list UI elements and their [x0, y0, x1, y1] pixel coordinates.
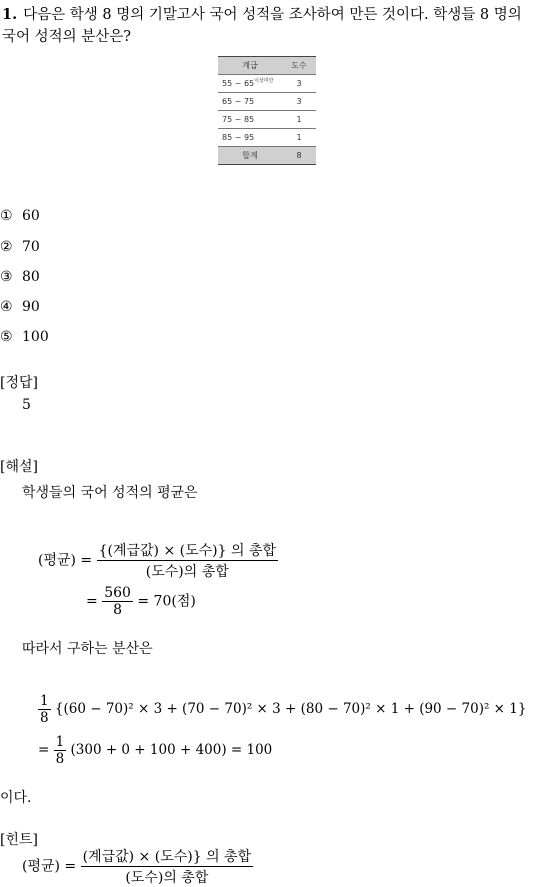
choice-value: 80	[22, 269, 40, 285]
variance-expression: {(60 − 70)² × 3 + (70 − 70)² × 3 + (80 − 70)² × 1 + (90 − 70)² × 1}	[54, 701, 527, 717]
choice-marker: ①	[0, 208, 13, 224]
choice-5[interactable]	[0, 329, 49, 345]
question-body: 다음은 학생 8 명의 기말고사 국어 성적을 조사하여 만든 것이다. 학생들 8 명의 국어 성적의 분산은?	[2, 7, 522, 45]
choice-marker: ⑤	[0, 329, 13, 345]
choice-marker: ③	[0, 269, 13, 285]
answer-value: 5	[22, 397, 31, 413]
table-row	[218, 75, 316, 93]
table-cell-class: 85 ~ 95	[218, 129, 282, 147]
variance-formula	[38, 693, 526, 726]
mean-numerator: {(계급값) × (도수)} 의 총합	[98, 543, 276, 559]
hint-label: [힌트]	[0, 832, 38, 848]
table-total-value: 8	[282, 147, 316, 165]
choice-marker: ②	[0, 239, 13, 255]
choice-3[interactable]	[0, 269, 40, 285]
choice-marker: ④	[0, 299, 13, 315]
table-header-frequency: 도수	[282, 57, 316, 75]
question-text	[2, 4, 532, 48]
unit-label: 이상	[254, 78, 264, 84]
mean-calc	[86, 585, 196, 618]
table-cell-class: 75 ~ 85	[218, 111, 282, 129]
table-cell-frequency: 3	[282, 75, 316, 93]
variance-result: (300 + 0 + 100 + 400) = 100	[70, 742, 273, 758]
variance-result-denominator: 8	[55, 751, 65, 767]
choice-value: 90	[22, 299, 40, 315]
frequency-table	[218, 56, 316, 165]
calc-result: = 70(점)	[137, 593, 196, 610]
choice-value: 100	[22, 329, 49, 345]
variance-result-numerator: 1	[55, 734, 65, 750]
explanation-intro: 학생들의 국어 성적의 평균은	[22, 485, 198, 501]
table-cell-class: 65 ~ 75	[218, 93, 282, 111]
table-row	[218, 93, 316, 111]
hint-denominator: (도수)의 총합	[81, 866, 253, 887]
hint-fraction	[81, 846, 253, 887]
choice-4[interactable]	[0, 299, 40, 315]
mean-formula	[38, 540, 278, 581]
table-cell-frequency: 3	[282, 93, 316, 111]
calc-denominator: 8	[102, 601, 133, 618]
choice-value: 60	[22, 208, 40, 224]
mean-fraction	[97, 540, 278, 581]
hint-numerator: (계급값) × (도수)} 의 총합	[82, 849, 252, 865]
mean-denominator: (도수)의 총합	[97, 560, 278, 581]
explanation-closing: 이다.	[0, 790, 32, 806]
calc-eq: =	[86, 593, 98, 610]
table-header-class: 계급	[218, 57, 282, 75]
table-cell-class: 55 ~ 65	[222, 79, 255, 88]
hint-formula	[22, 846, 253, 887]
answer-label: [정답]	[0, 375, 38, 391]
unit-label: 미만	[263, 78, 274, 84]
calc-fraction	[102, 585, 133, 618]
calc-numerator: 560	[104, 585, 131, 601]
explanation-label: [해설]	[0, 459, 38, 475]
variance-eq: =	[38, 742, 50, 758]
table-cell-frequency: 1	[282, 111, 316, 129]
variance-result-fraction	[54, 734, 67, 767]
table-cell-frequency: 1	[282, 129, 316, 147]
explanation-therefore: 따라서 구하는 분산은	[22, 641, 153, 657]
variance-fraction	[38, 693, 51, 726]
table-row	[218, 129, 316, 147]
mean-lhs: (평균) =	[38, 552, 93, 569]
variance-result-line	[38, 734, 272, 767]
choice-1[interactable]	[0, 208, 40, 224]
table-total-label: 합계	[218, 147, 282, 165]
table-total-row	[218, 147, 316, 165]
choice-2[interactable]	[0, 239, 40, 255]
variance-denominator: 8	[40, 710, 49, 726]
hint-lhs: (평균) =	[22, 858, 77, 875]
choice-value: 70	[22, 239, 40, 255]
table-row	[218, 111, 316, 129]
variance-numerator: 1	[40, 693, 49, 709]
question-number: 1.	[2, 6, 18, 23]
